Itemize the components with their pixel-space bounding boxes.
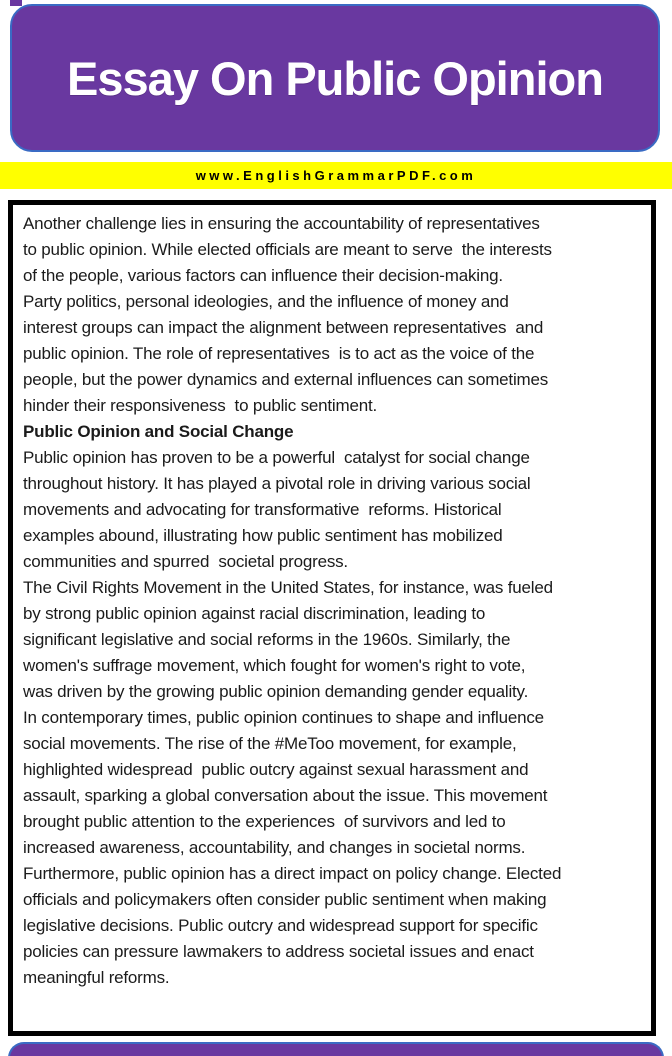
section-heading: Public Opinion and Social Change	[23, 422, 294, 441]
site-banner	[0, 162, 672, 189]
text-line: examples abound, illustrating how public sentiment has mobilized	[23, 526, 503, 545]
essay-text-lines	[23, 211, 645, 991]
text-line: In contemporary times, public opinion continues to shape and influence	[23, 708, 544, 727]
text-line: Another challenge lies in ensuring the accountability of representatives	[23, 214, 540, 233]
title-banner	[10, 4, 660, 152]
text-line: women's suffrage movement, which fought for women's right to vote,	[23, 656, 526, 675]
text-line: officials and policymakers often consider public sentiment when making	[23, 890, 547, 909]
text-line: people, but the power dynamics and external influences can sometimes	[23, 370, 549, 389]
text-line: movements and advocating for transformative reforms. Historical	[23, 500, 502, 519]
text-line: legislative decisions. Public outcry and widespread support for specific	[23, 916, 538, 935]
website-url-text: www.EnglishGrammarPDF.com	[195, 168, 477, 183]
text-line: Furthermore, public opinion has a direct impact on policy change. Elected	[23, 864, 562, 883]
text-line: of the people, various factors can influence their decision-making.	[23, 266, 503, 285]
text-line: throughout history. It has played a pivotal role in driving various social	[23, 474, 531, 493]
text-line: brought public attention to the experiences of survivors and led to	[23, 812, 506, 831]
bottom-accent-bar	[8, 1042, 664, 1056]
text-line: interest groups can impact the alignment between representatives and	[23, 318, 544, 337]
text-line: communities and spurred societal progress.	[23, 552, 348, 571]
text-line: to public opinion. While elected officials are meant to serve the interests	[23, 240, 552, 259]
text-line: Party politics, personal ideologies, and the influence of money and	[23, 292, 509, 311]
text-line: meaningful reforms.	[23, 968, 170, 987]
text-line: was driven by the growing public opinion demanding gender equality.	[23, 682, 529, 701]
text-line: The Civil Rights Movement in the United States, for instance, was fueled	[23, 578, 553, 597]
text-line: Public opinion has proven to be a powerful catalyst for social change	[23, 448, 530, 467]
text-line: assault, sparking a global conversation about the issue. This movement	[23, 786, 548, 805]
page-title: Essay On Public Opinion	[67, 51, 603, 105]
text-line: social movements. The rise of the #MeToo movement, for example,	[23, 734, 517, 753]
essay-body	[8, 200, 656, 1036]
text-line: highlighted widespread public outcry against sexual harassment and	[23, 760, 529, 779]
text-line: public opinion. The role of representatives is to act as the voice of the	[23, 344, 535, 363]
text-line: hinder their responsiveness to public sentiment.	[23, 396, 378, 415]
text-line: increased awareness, accountability, and changes in societal norms.	[23, 838, 526, 857]
text-line: by strong public opinion against racial discrimination, leading to	[23, 604, 486, 623]
text-line: policies can pressure lawmakers to address societal issues and enact	[23, 942, 534, 961]
text-line: significant legislative and social reforms in the 1960s. Similarly, the	[23, 630, 511, 649]
corner-accent	[10, 0, 22, 6]
